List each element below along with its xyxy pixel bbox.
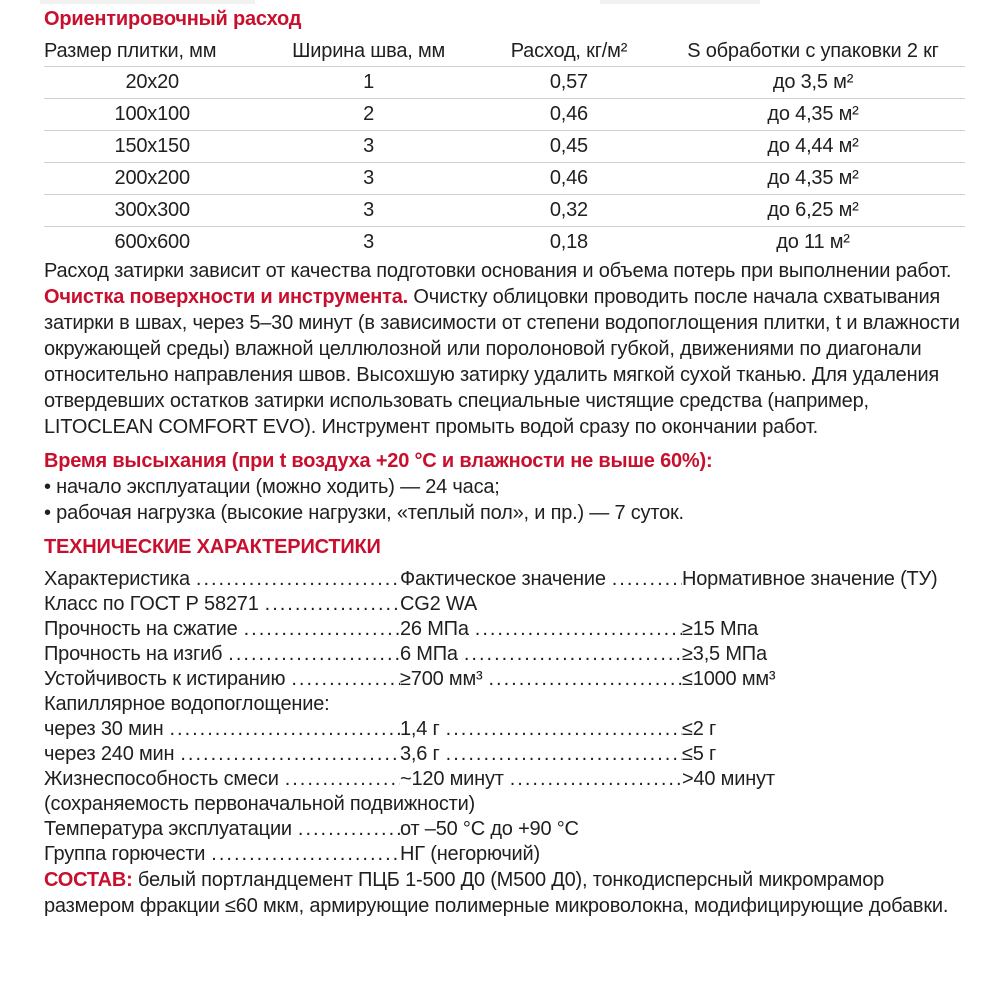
cleaning-text: Очистку облицовки проводить после начала схватывания затирки в швах, через 5–30 минут (в зависимости от степени водопоглощения плитки, t и влажности окружающей среды) влажной целлюлозной или поролоновой губкой, движениями по диагонали относительно направления швов. Высохшую затирку удалить мягкой сухой тканью. Для удаления отвердевших остатков затирки использовать специальные чистящие средства (например, LITOCLEAN COMFORT EVO). Инструмент промыть водой сразу по окончании работ. [44,286,960,438]
drying-section [44,448,965,526]
leader-dots [174,742,400,767]
cell-consumption: 0,46 [477,163,661,195]
table-row [44,99,965,131]
tech-name: (сохраняемость первоначальной подвижности) [44,793,476,815]
tech-value: Фактическое значение [400,568,606,590]
cell-coverage: до 3,5 м² [661,67,965,99]
tech-name: через 240 мин [44,743,175,765]
leader-dots [285,667,400,692]
tech-row [44,592,965,617]
leader-dots [279,767,400,792]
tech-row [44,842,965,867]
cell-consumption: 0,32 [477,195,661,227]
cell-consumption: 0,57 [477,67,661,99]
tech-name: Характеристика [44,568,190,590]
tech-norm: ≤5 г [682,743,717,765]
table-row [44,67,965,99]
tech-name: Группа горючести [44,843,206,865]
cell-coverage: до 4,35 м² [661,99,965,131]
col-header-tile-size: Размер плитки, мм [44,36,260,67]
cell-coverage: до 11 м² [776,231,850,253]
tech-value: ~120 минут [400,768,504,790]
composition-paragraph [44,867,965,919]
tech-row [44,792,965,817]
leader-dots [205,842,400,867]
cell-consumption: 0,45 [477,131,661,163]
tech-norm: >40 минут [682,768,775,790]
cell-tile-size: 300x300 [44,195,260,227]
leader-dots [440,717,682,742]
cell-joint-width: 3 [363,231,375,253]
tech-row [44,567,965,592]
tech-name: Устойчивость к истиранию [44,668,286,690]
composition-title: СОСТАВ: [44,869,133,891]
tech-value: 6 МПа [400,643,458,665]
cell-tile-size: 20x20 [44,67,260,99]
tech-norm: ≤1000 мм³ [682,668,776,690]
cell-coverage: до 4,35 м² [661,163,965,195]
tech-row [44,742,965,767]
drying-bullet-item: • начало эксплуатации (можно ходить) — 24 часа; [44,476,500,498]
tech-name: Капиллярное водопоглощение: [44,693,330,715]
col-header-coverage: S обработки с упаковки 2 кг [661,36,965,67]
consumption-table-header [44,36,965,67]
drying-title: Время высыхания (при t воздуха +20 °C и влажности не выше 60%): [44,450,713,472]
tech-value: CG2 WA [400,593,477,615]
leader-dots [190,567,400,592]
leader-dots [163,717,400,742]
tech-name: Прочность на сжатие [44,618,238,640]
leader-dots [440,742,682,767]
leader-dots [504,767,682,792]
cell-coverage: до 6,25 м² [661,195,965,227]
table-row [44,195,965,227]
table-row [44,163,965,195]
leader-dots [469,617,682,642]
consumption-note: Расход затирки зависит от качества подготовки основания и объема потерь при выполнении работ. [44,260,952,282]
tech-name: Температура эксплуатации [44,818,292,840]
tech-section-title: ТЕХНИЧЕСКИЕ ХАРАКТЕРИСТИКИ [44,536,381,558]
tech-norm: ≥3,5 МПа [682,643,767,665]
cell-tile-size: 150x150 [44,131,260,163]
cell-tile-size: 100x100 [44,99,260,131]
cleaning-paragraph [44,284,965,440]
cell-joint-width: 2 [260,99,476,131]
cell-tile-size: 600x600 [114,231,190,253]
leader-dots [292,817,400,842]
cropped-text-remnant [600,0,760,4]
tech-row [44,767,965,792]
cell-joint-width: 3 [260,131,476,163]
tech-value: от –50 °C до +90 °C [400,818,579,840]
tech-characteristics-list [44,567,965,867]
tech-norm: ≥15 Мпа [682,618,758,640]
tech-row [44,642,965,667]
tech-value: 3,6 г [400,743,440,765]
consumption-table-body [44,67,965,259]
composition-text: белый портландцемент ПЦБ 1-500 Д0 (М500 Д0), тонкодисперсный микромрамор размером фракции ≤60 мкм, армирующие полимерные микроволокна, модифицирующие добавки. [44,869,949,917]
col-header-consumption: Расход, кг/м² [477,36,661,67]
col-header-joint-width: Ширина шва, мм [260,36,476,67]
tech-norm: ≤2 г [682,718,717,740]
cell-joint-width: 3 [260,195,476,227]
cell-consumption: 0,18 [549,231,588,253]
cell-consumption: 0,46 [477,99,661,131]
table-row [44,131,965,163]
tech-name: Прочность на изгиб [44,643,223,665]
consumption-section-title: Ориентировочный расход [44,8,302,30]
cropped-text-remnant [40,0,255,4]
cell-coverage: до 4,44 м² [661,131,965,163]
tech-value: ≥700 мм³ [400,668,483,690]
tech-name: через 30 мин [44,718,164,740]
tech-row [44,717,965,742]
cell-tile-size: 200x200 [44,163,260,195]
leader-dots [606,567,682,592]
tech-row [44,692,965,717]
leader-dots [238,617,400,642]
tech-row [44,817,965,842]
leader-dots [482,667,682,692]
tech-name: Класс по ГОСТ Р 58271 [44,593,259,615]
tech-row [44,667,965,692]
tech-name: Жизнеспособность смеси [44,768,279,790]
consumption-table [44,36,965,258]
drying-bullet-item: • рабочая нагрузка (высокие нагрузки, «теплый пол», и пр.) — 7 суток. [44,502,684,524]
table-header-row [44,36,965,67]
leader-dots [222,642,400,667]
tech-row [44,617,965,642]
leader-dots [458,642,682,667]
tech-value: 26 МПа [400,618,469,640]
leader-dots [259,592,400,617]
tech-norm: Нормативное значение (ТУ) [682,568,938,590]
cell-joint-width: 1 [260,67,476,99]
cleaning-title: Очистка поверхности и инструмента. [44,286,409,308]
tech-value: 1,4 г [400,718,440,740]
tech-value: НГ (негорючий) [400,843,540,865]
tech-section [44,534,965,867]
cell-joint-width: 3 [260,163,476,195]
table-row [44,227,965,259]
